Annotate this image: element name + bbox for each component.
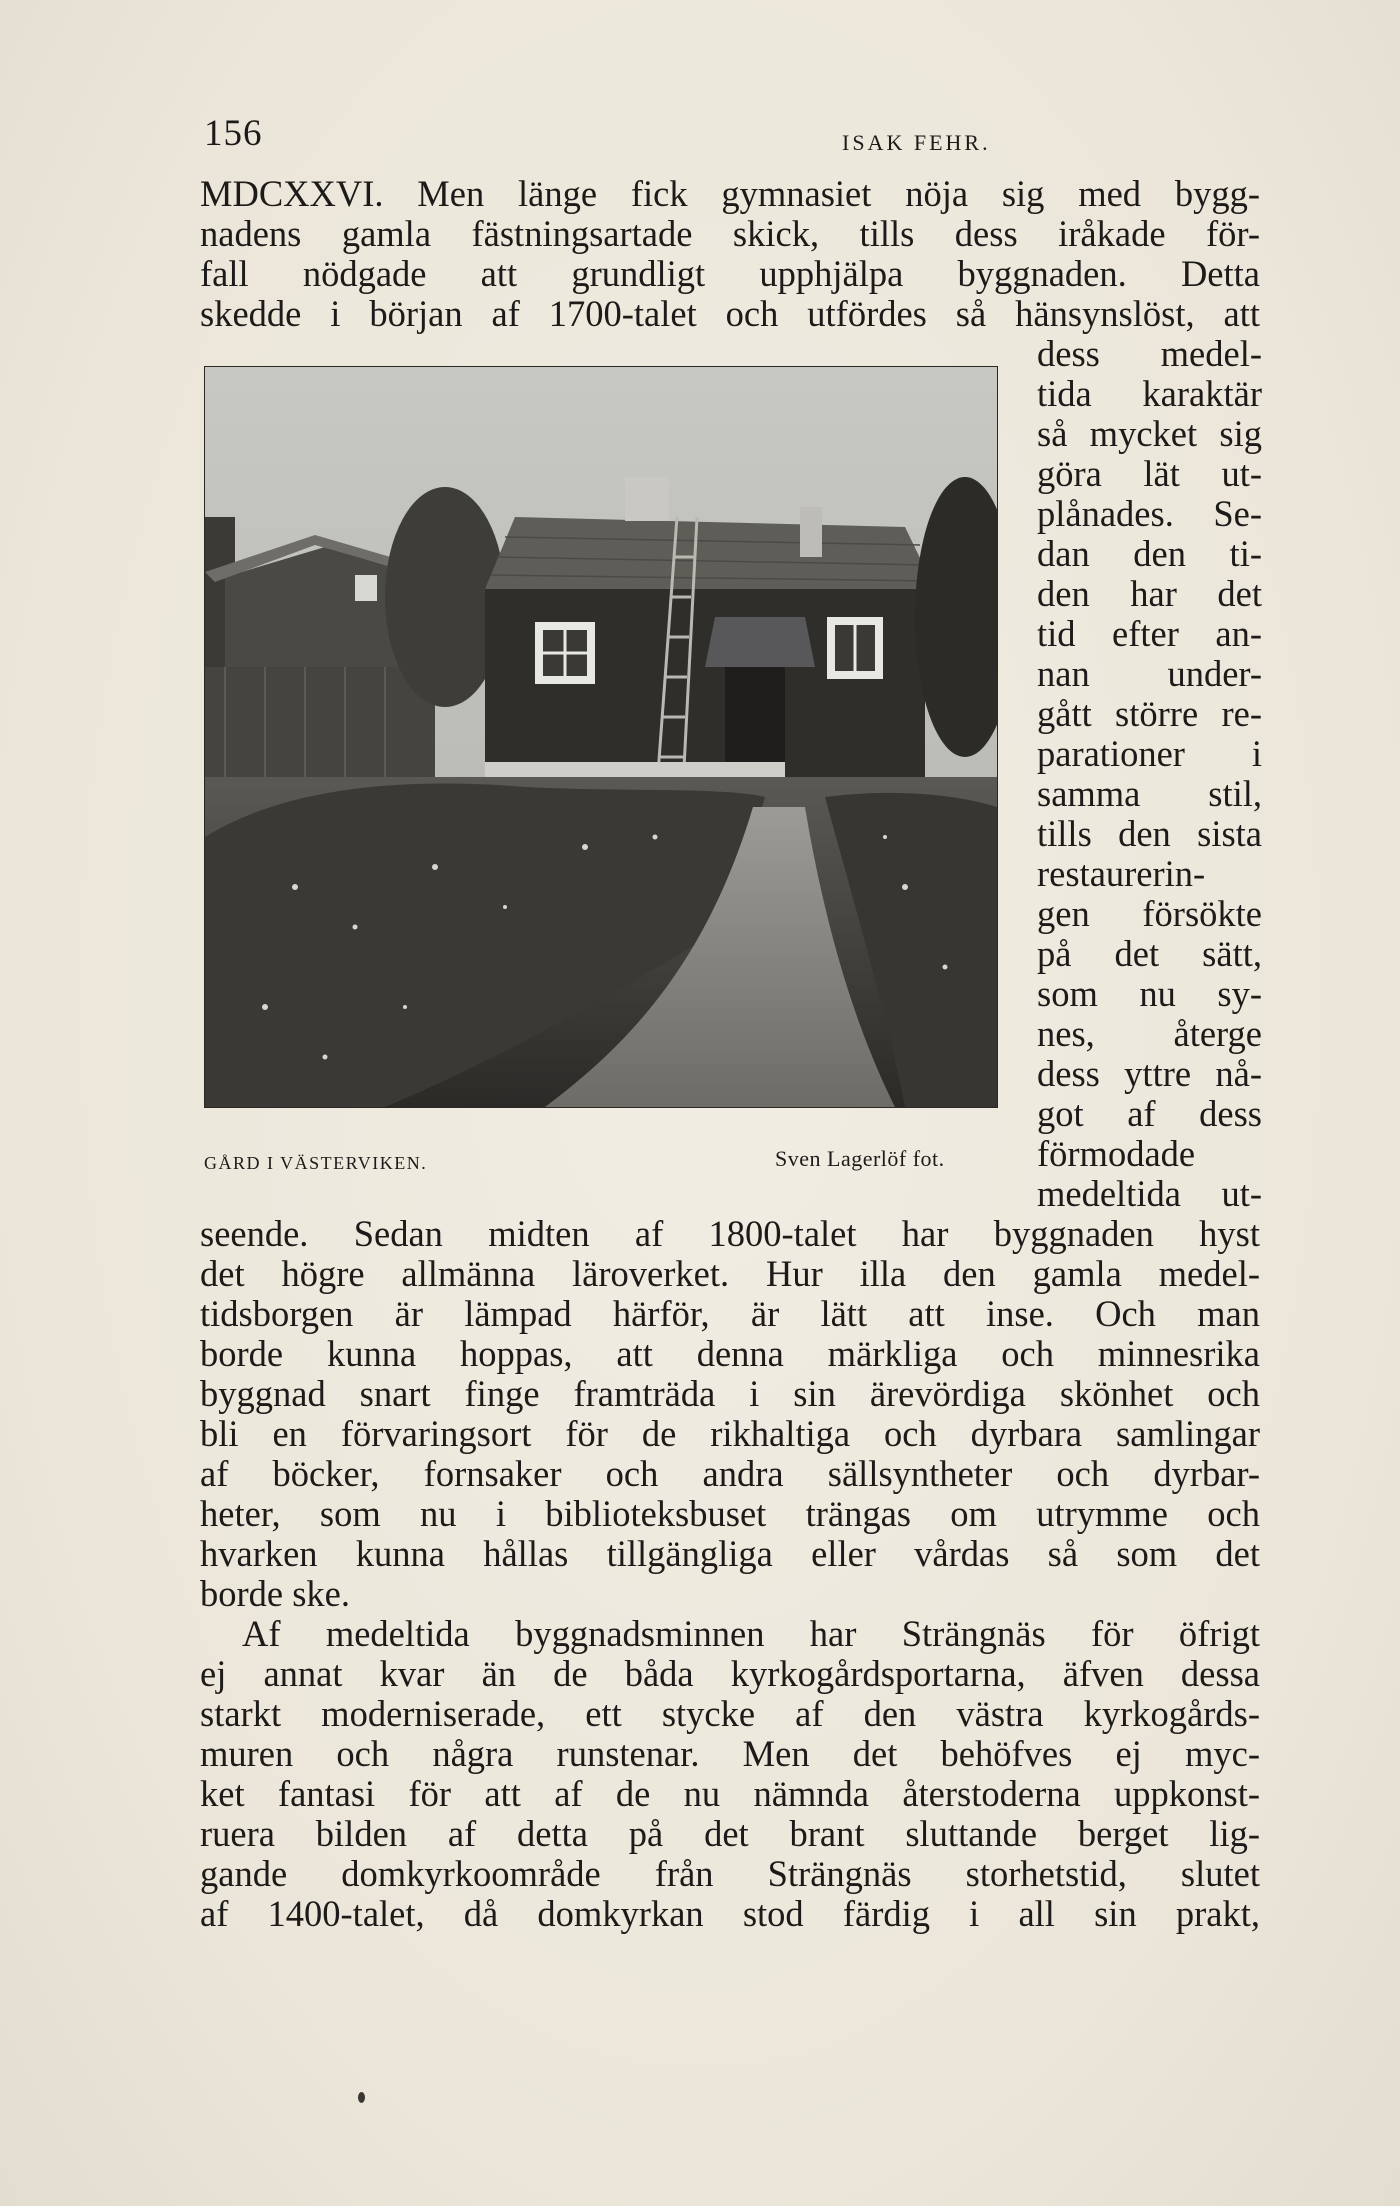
column-line: på det sätt,: [1037, 933, 1262, 974]
column-line: som nu sy-: [1037, 973, 1262, 1014]
column-line: nan under-: [1037, 653, 1262, 694]
column-line: förmodade: [1037, 1133, 1196, 1174]
text-line: skedde i början af 1700-talet och utfördes så hänsynslöst, att: [200, 293, 1260, 334]
column-line: göra lät ut-: [1037, 453, 1262, 494]
text-line: gande domkyrkoområde från Strängnäs storhetstid, slutet: [200, 1853, 1260, 1894]
column-line: plånades. Se-: [1037, 493, 1262, 534]
text-line: af böcker, fornsaker och andra sällsyntheter och dyrbar-: [200, 1453, 1260, 1494]
text-line: borde kunna hoppas, att denna märkliga och minnesrika: [200, 1333, 1260, 1374]
column-line: dan den ti-: [1037, 533, 1262, 574]
figure-caption: GÅRD I VÄSTERVIKEN.: [204, 1153, 428, 1173]
text-line: borde ske.: [200, 1573, 351, 1614]
text-line: starkt moderniserade, ett stycke af den västra kyrkogårds-: [200, 1693, 1260, 1734]
page-number: 156: [204, 113, 263, 154]
text-line: ket fantasi för att af de nu nämnda återstoderna uppkonst-: [200, 1773, 1260, 1814]
text-line: fall nödgade att grundligt upphjälpa byggnaden. Detta: [200, 253, 1260, 294]
column-line: dess yttre nå-: [1037, 1053, 1262, 1094]
column-line: så mycket sig: [1037, 413, 1262, 454]
column-line: nes, återge: [1037, 1013, 1262, 1054]
text-line: ej annat kvar än de båda kyrkogårdsportarna, äfven dessa: [200, 1653, 1260, 1694]
text-line: Af medeltida byggnadsminnen har Strängnäs för öfrigt: [242, 1613, 1260, 1654]
column-line: gått större re-: [1037, 693, 1262, 734]
text-line: nadens gamla fästningsartade skick, tills dess iråkade för-: [200, 213, 1260, 254]
column-line: den har det: [1037, 573, 1262, 614]
text-line: ruera bilden af detta på det brant sluttande berget lig-: [200, 1813, 1260, 1854]
ink-speck: [358, 2092, 365, 2103]
text-line: muren och några runstenar. Men det behöfves ej myc-: [200, 1733, 1260, 1774]
text-line: det högre allmänna läroverket. Hur illa den gamla medel-: [200, 1253, 1260, 1294]
photograph: [204, 366, 998, 1108]
text-line: bli en förvaringsort för de rikhaltiga och dyrbara samlingar: [200, 1413, 1260, 1454]
running-head: ISAK FEHR.: [842, 130, 991, 155]
text-line: byggnad snart finge framträda i sin ärevördiga skönhet och: [200, 1373, 1260, 1414]
column-line: got af dess: [1037, 1093, 1262, 1134]
column-line: gen försökte: [1037, 893, 1262, 934]
text-line: MDCXXVI. Men länge fick gymnasiet nöja sig med bygg-: [200, 173, 1260, 214]
column-line: tida karaktär: [1037, 373, 1262, 414]
column-line: dess medel-: [1037, 333, 1262, 374]
column-line: samma stil,: [1037, 773, 1262, 814]
column-line: tid efter an-: [1037, 613, 1262, 654]
column-line: medeltida ut-: [1037, 1173, 1262, 1214]
house-photo-image: [205, 367, 997, 1107]
photographer-credit: Sven Lagerlöf fot.: [775, 1146, 945, 1171]
column-line: restaurerin-: [1037, 853, 1206, 894]
text-line: heter, som nu i biblioteksbuset trängas om utrymme och: [200, 1493, 1260, 1534]
column-line: parationer i: [1037, 733, 1262, 774]
page-header: [200, 112, 1260, 162]
text-line: hvarken kunna hållas tillgängliga eller vårdas så som det: [200, 1533, 1260, 1574]
text-line: tidsborgen är lämpad härför, är lätt att inse. Och man: [200, 1293, 1260, 1334]
text-line: seende. Sedan midten af 1800-talet har byggnaden hyst: [200, 1213, 1260, 1254]
column-line: tills den sista: [1037, 813, 1262, 854]
text-line: af 1400-talet, då domkyrkan stod färdig i all sin prakt,: [200, 1893, 1260, 1934]
